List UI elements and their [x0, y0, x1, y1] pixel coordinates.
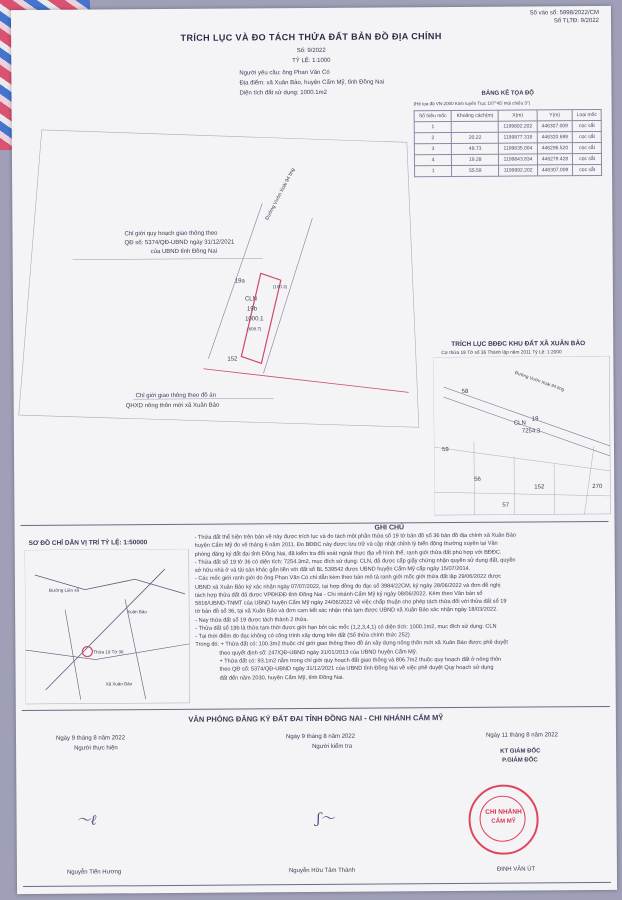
- inset-road-edge: [441, 396, 610, 457]
- record-number: Số vào sổ: 5998/2022/CM: [529, 10, 599, 17]
- location-label: Thửa 19 Tờ 36: [93, 649, 124, 655]
- cell: 1: [415, 166, 452, 177]
- inset-parcel-line: [584, 446, 594, 514]
- mid-signature: ʃ〜: [316, 810, 335, 827]
- parcel-19b: 19b: [246, 306, 258, 313]
- right-role-1: KT GIÁM ĐỐC: [500, 748, 541, 755]
- note-line: phòng đăng ký đất đai tỉnh Đồng Nai, đã kiểm tra đối soát ngoài thực địa về hình thể, ranh giới thửa đất phù hợp với BĐĐC.: [194, 549, 502, 558]
- parcel-152: 152: [227, 356, 238, 363]
- note-line: - Các mốc giới ranh giới do ông Phan Văn Có chỉ dẫn kèm theo bản mô tả ranh giới mốc giới thửa đất lập 29/06/2022 được: [194, 574, 502, 583]
- mid-date: Ngày 9 tháng 8 năm 2022: [285, 733, 356, 741]
- note-line: đất đến năm 2030, huyện Cẩm Mỹ, tỉnh Đồng Nai.: [219, 674, 344, 682]
- location-road: [65, 610, 81, 700]
- coord-table-subtitle: (Hệ tọa độ VN-2000 Kinh tuyến Trục 107°45' múi chiếu 3°): [413, 100, 531, 107]
- traffic-label-1: Chỉ giới giao thông theo đồ án: [135, 392, 216, 400]
- cell: 1199877.318: [499, 132, 537, 143]
- plan-label-2: QĐ số: 5374/QĐ-UBND ngày 31/12/2021: [124, 239, 235, 247]
- cell: 1199892.202: [499, 121, 537, 132]
- note-line: huyện Cẩm Mỹ đo vẽ tháng 6 năm 2011. Đo BĐĐC này được lưu trữ và cập nhật chỉnh lý biến động thường xuyên tại Văn: [194, 540, 498, 550]
- inset-parcel-line: [434, 446, 610, 472]
- road-label: Đường Vườn Xoài 94 ting: [264, 167, 297, 222]
- cell: 19.28: [452, 154, 499, 165]
- document-sheet: [11, 6, 617, 894]
- inset-parcel-label: 152: [534, 484, 545, 491]
- table-row: [415, 164, 602, 176]
- stamp-text: CẨM MỸ: [491, 818, 516, 825]
- right-role-2: P.GIÁM ĐỐC: [502, 757, 538, 764]
- cell: 446320.698: [537, 132, 573, 143]
- notes-title: GHI CHÚ: [374, 524, 405, 532]
- parcel-area: 1000.1: [245, 316, 264, 323]
- note-line: theo quyết định số: 247/QĐ-UBND ngày 31/01/2013 của UBND huyện Cẩm Mỹ.: [219, 649, 418, 657]
- note-line: - Thửa đất thể hiện trên bản vẽ này được trích lục và đo tách một phần thửa số 19 tờ bản đồ số 36 bản đồ địa chính xã Xuân Bảo: [194, 532, 516, 541]
- note-line: UBND xã Xuân Bảo ký xác nhận ngày 07/07/2022, tại hợp đồng đo đạc số 3984/22CM, ký ngày 28/06/2022 và đơn đề nghị: [194, 582, 501, 591]
- note-line: + Thửa đất có: 93.1m2 nằm trong chỉ giới quy hoạch đất giao thông và 806.7m2 thuộc quy hoạch đất ở nông thôn: [219, 656, 502, 665]
- table-header: Khoảng cách(m): [451, 110, 498, 121]
- table-header: X(m): [499, 110, 537, 121]
- inset-parcel-label: 57: [502, 502, 510, 509]
- right-date: Ngày 11 tháng 8 năm 2022: [485, 732, 558, 739]
- top-right-block: [530, 10, 599, 25]
- official-stamp: [468, 784, 538, 854]
- cell: [451, 121, 498, 132]
- inset-parcel-label: 19: [531, 416, 539, 423]
- cell: 55.59: [452, 165, 499, 176]
- location: Địa điểm: xã Xuân Bảo, huyện Cẩm Mỹ, tỉnh Đồng Nai: [239, 79, 385, 87]
- left-name: Nguyễn Tiến Hương: [66, 869, 122, 876]
- page-title: TRÍCH LỤC VÀ ĐO TÁCH THỬA ĐẤT BẢN ĐỒ ĐỊA CHÍNH: [180, 31, 442, 43]
- table-header: Loại mốc: [572, 109, 601, 120]
- divider: [21, 521, 609, 526]
- cell: 1199843.834: [499, 154, 537, 165]
- dim-2: (808.7): [247, 326, 262, 332]
- plan-label-1: Chỉ giới quy hoạch giao thông theo: [124, 230, 218, 238]
- note-line: - Nay thửa đất số 19 được tách thành 2 thửa.: [195, 616, 309, 624]
- note-line: sở hữu nhà ở và tài sản khác gắn liền với đất số BL 539542 được UBND huyện Cẩm Mỹ cấp ngày 15/07/2014.: [194, 565, 471, 574]
- left-role: Người thực hiện: [74, 745, 118, 752]
- note-line: tách hợp thửa đất đã được VPĐKĐĐ tỉnh Đồng Nai - Chi nhánh Cẩm Mỹ ký ngày 08/06/2022. Kèm theo Văn bản số: [194, 590, 483, 599]
- notes-body: [195, 532, 606, 684]
- requester: Người yêu cầu: ông Phan Văn Có: [239, 69, 330, 77]
- note-line: tờ bản đồ số 36, tại xã Xuân Bảo và đơn cam kết xác nhận nhà tạm được UBND xã Xuân Bảo xác nhận ngày 18/03/2022.: [195, 607, 498, 616]
- cell: 48.73: [452, 143, 499, 154]
- parcel-19a: 19a: [234, 278, 245, 285]
- note-line: - Tại thời điểm đo đạc không có công trình xây dựng trên đất (Số thửa chính thức 252): [195, 632, 410, 641]
- traffic-label-2: QHXD nông thôn mới xã Xuân Bảo: [125, 402, 220, 410]
- cell: 20.22: [451, 132, 498, 143]
- map-frame: [17, 127, 419, 430]
- inset-cln: CLN: [513, 420, 526, 427]
- inset-road-edge: [444, 386, 610, 447]
- cell: 446279.428: [537, 154, 573, 165]
- inset-parcel-label: 56: [474, 476, 481, 483]
- location-label: Xã Xuân Bảo: [105, 681, 133, 687]
- left-date: Ngày 9 tháng 8 năm 2022: [55, 735, 126, 742]
- inset-road-label: Đường Vườn Xoài 94 ting: [514, 369, 565, 393]
- coord-table: [414, 109, 602, 177]
- note-line: 5616/UBND-TNMT của UBND huyện Cẩm Mỹ ngày 24/06/2022 về việc chấp thuận cho phép tách thửa đối với thửa đất số 19: [195, 598, 507, 607]
- cell: cọc sắt: [573, 142, 602, 153]
- cell: 1: [414, 122, 451, 133]
- doc-number: Số: 9/2022: [296, 47, 326, 55]
- note-line: Trong đó: + Thửa đất có: 100.3m2 thuộc chỉ giới giao thông theo đồ án xây dựng nông thôn mới xã Xuân Bảo được phê duyệt: [195, 640, 508, 649]
- inset-parcel-label: 58: [461, 388, 469, 395]
- parcel-cln: CLN: [244, 296, 257, 303]
- cell: 3: [414, 144, 451, 155]
- table-header: Y(m): [537, 110, 573, 121]
- leader-line: [73, 258, 263, 259]
- main-map: [12, 107, 434, 450]
- inset-map: [433, 356, 612, 517]
- mid-name: Nguyễn Hữu Tâm Thành: [288, 867, 356, 875]
- coord-table-title: BẢNG KÊ TỌA ĐỘ: [481, 90, 534, 97]
- plan-label-3: của UBND tỉnh Đồng Nai: [150, 248, 218, 256]
- mid-role: Người kiểm tra: [312, 743, 353, 751]
- scale-label: TỶ LỆ: 1:1000: [292, 57, 331, 65]
- office-name: VĂN PHÒNG ĐĂNG KÝ ĐẤT ĐAI TỈNH ĐỒNG NAI - CHI NHÁNH CẨM MỸ: [188, 713, 444, 724]
- location-label: Xuân Bảo: [127, 609, 147, 615]
- inset-subtitle: Cơ thửa 19 Tờ số 36 Thành lập năm 2011 Tỷ Lệ: 1:2000: [441, 350, 562, 357]
- cell: 446307.009: [537, 165, 573, 176]
- inset-title: TRÍCH LỤC BĐĐC KHU ĐẤT XÃ XUÂN BẢO: [451, 340, 586, 349]
- cell: cọc sắt: [573, 131, 602, 142]
- cell: 1199892.202: [499, 165, 537, 176]
- record-number-2: Số TLTĐ: 9/2022: [553, 17, 600, 24]
- traffic-boundary-line: [203, 367, 408, 393]
- cell: cọc sắt: [573, 153, 602, 164]
- cell: 4: [414, 155, 451, 166]
- location-label: Đường Liên xã: [48, 587, 79, 593]
- bottom-divider: [23, 882, 611, 886]
- inset-parcel-label: 270: [592, 483, 603, 491]
- cell: 1199835.004: [499, 143, 537, 154]
- table-header: Số hiệu mốc: [414, 111, 451, 122]
- note-line: - Thửa đất số 19 tờ 36 có diện tích: 7254.3m2, mục đích sử dụng: CLN, đã được cấp giấy chứng nhận quyền sử dụng đất, quyền: [194, 557, 516, 566]
- road-edge-line: [262, 218, 313, 373]
- divider: [22, 706, 610, 711]
- location-title: SƠ ĐỒ CHỈ DẪN VỊ TRÍ TỶ LỆ: 1:50000: [28, 539, 148, 547]
- cell: cọc sắt: [573, 120, 602, 131]
- cell: 2: [414, 133, 451, 144]
- left-signature: 〜ℓ: [76, 812, 97, 829]
- note-line: theo QĐ số: 5374/QĐ-UBND ngày 31/12/2021 của UBND tỉnh Đồng Nai về việc phê duyệt Quy hoạch sử dụng: [219, 665, 494, 673]
- cell: 446296.520: [537, 143, 573, 154]
- stamp-text: CHI NHÁNH: [485, 808, 522, 816]
- cell: cọc sắt: [573, 164, 602, 175]
- cell: 446307.009: [537, 121, 573, 132]
- inset-parcel-label: 59: [441, 447, 449, 454]
- inset-area: 7254.3: [521, 428, 541, 435]
- note-line: - Thửa đất số 19b là thửa tạm thời được giới hạn bởi các mốc (1,2,3,4,1) có diện tích: 1000.1m2, mục đích sử dụng: CLN: [195, 623, 497, 632]
- dim-1: (100.3): [272, 284, 288, 290]
- inset-parcel-line: [434, 491, 610, 497]
- right-name: ĐINH VĂN ÚT: [496, 866, 536, 873]
- area-label: Diện tích đất sử dụng: 1000.1m2: [239, 89, 327, 97]
